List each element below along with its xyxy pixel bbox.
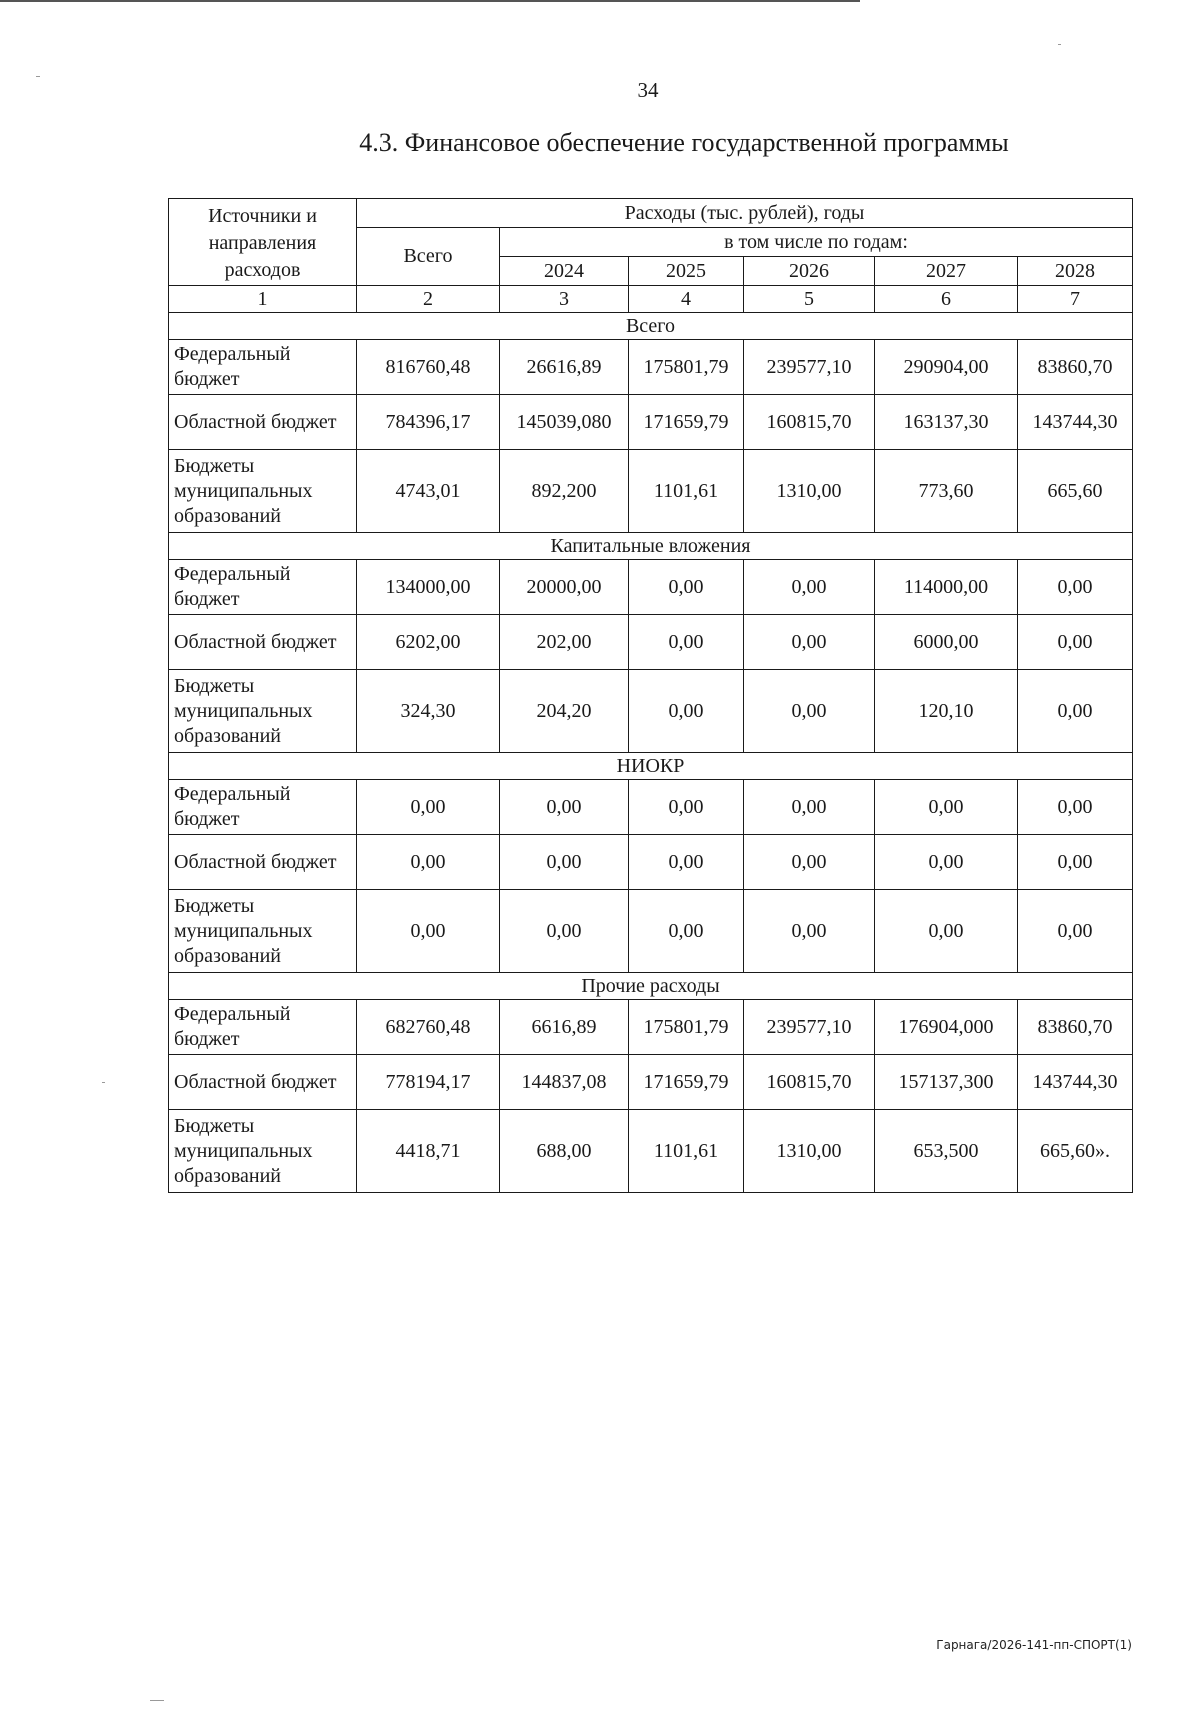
row-value: 290904,00 [875,340,1018,395]
section-title: Капитальные вложения [169,533,1133,560]
row-value: 6000,00 [875,615,1018,670]
row-source: Федеральный бюджет [169,1000,357,1055]
row-value: 0,00 [629,560,744,615]
row-value: 120,10 [875,670,1018,753]
row-value: 114000,00 [875,560,1018,615]
page-number: 34 [637,78,659,102]
table-row [169,395,1133,450]
header-year: 2027 [875,257,1018,286]
row-value: 0,00 [629,615,744,670]
row-value: 0,00 [629,835,744,890]
table-row [169,1055,1133,1110]
row-value: 1101,61 [629,450,744,533]
row-value: 239577,10 [744,1000,875,1055]
row-value: 4418,71 [357,1110,500,1193]
row-value: 6202,00 [357,615,500,670]
row-value: 0,00 [629,780,744,835]
row-source: Федеральный бюджет [169,340,357,395]
row-value: 202,00 [500,615,629,670]
row-value: 816760,48 [357,340,500,395]
row-value: 1310,00 [744,450,875,533]
table-row [169,780,1133,835]
row-value: 0,00 [744,890,875,973]
row-value: 0,00 [1018,835,1133,890]
row-value: 83860,70 [1018,1000,1133,1055]
row-value: 665,60». [1018,1110,1133,1193]
row-value: 0,00 [1018,560,1133,615]
row-value: 204,20 [500,670,629,753]
row-value: 0,00 [629,890,744,973]
row-value: 20000,00 [500,560,629,615]
section-title: Всего [169,313,1133,340]
row-value: 4743,01 [357,450,500,533]
table-row [169,1000,1133,1055]
row-value: 0,00 [357,890,500,973]
row-value: 175801,79 [629,340,744,395]
table-row [169,1110,1133,1193]
row-value: 324,30 [357,670,500,753]
scan-speck [150,1700,164,1701]
row-source: Бюджеты муниципальных образований [169,1110,357,1193]
row-value: 0,00 [1018,890,1133,973]
row-value: 0,00 [1018,780,1133,835]
row-value: 688,00 [500,1110,629,1193]
header-year: 2026 [744,257,875,286]
table-row [169,670,1133,753]
row-value: 143744,30 [1018,1055,1133,1110]
column-number: 1 [169,286,357,313]
row-value: 0,00 [744,780,875,835]
row-value: 157137,300 [875,1055,1018,1110]
row-value: 665,60 [1018,450,1133,533]
scan-speck [102,1082,105,1083]
row-source: Федеральный бюджет [169,780,357,835]
row-value: 0,00 [875,835,1018,890]
row-value: 784396,17 [357,395,500,450]
scan-speck [1058,44,1061,45]
scan-speck [36,76,40,77]
row-value: 1310,00 [744,1110,875,1193]
table-row [169,340,1133,395]
header-total: Всего [357,228,500,286]
row-source: Бюджеты муниципальных образований [169,670,357,753]
row-value: 144837,08 [500,1055,629,1110]
row-source: Бюджеты муниципальных образований [169,890,357,973]
row-value: 171659,79 [629,1055,744,1110]
row-value: 0,00 [500,835,629,890]
table-row [169,615,1133,670]
row-value: 773,60 [875,450,1018,533]
table-row [169,890,1133,973]
header-year: 2028 [1018,257,1133,286]
page-title: 4.3. Финансовое обеспечение государственной программы [359,128,1009,157]
row-value: 0,00 [500,780,629,835]
header-year: 2024 [500,257,629,286]
row-value: 160815,70 [744,1055,875,1110]
row-value: 0,00 [744,835,875,890]
row-value: 160815,70 [744,395,875,450]
row-value: 0,00 [875,780,1018,835]
table-row [169,450,1133,533]
row-value: 6616,89 [500,1000,629,1055]
row-value: 1101,61 [629,1110,744,1193]
header-expenses: Расходы (тыс. рублей), годы [357,199,1133,228]
row-value: 0,00 [500,890,629,973]
row-value: 145039,080 [500,395,629,450]
column-number: 2 [357,286,500,313]
header-sources: Источники и направления расходов [169,199,357,286]
document-code: Гарнага/2026-141-пп-СПОРТ(1) [936,1638,1132,1652]
financing-table [168,198,1133,1193]
row-value: 0,00 [875,890,1018,973]
row-value: 0,00 [744,615,875,670]
section-title: НИОКР [169,753,1133,780]
row-source: Областной бюджет [169,835,357,890]
row-value: 176904,000 [875,1000,1018,1055]
section-title: Прочие расходы [169,973,1133,1000]
row-source: Областной бюджет [169,395,357,450]
column-number: 7 [1018,286,1133,313]
column-number: 4 [629,286,744,313]
table-row [169,560,1133,615]
row-source: Областной бюджет [169,615,357,670]
row-value: 0,00 [629,670,744,753]
column-number: 6 [875,286,1018,313]
row-value: 653,500 [875,1110,1018,1193]
row-value: 239577,10 [744,340,875,395]
column-number: 3 [500,286,629,313]
row-value: 0,00 [744,670,875,753]
row-source: Бюджеты муниципальных образований [169,450,357,533]
row-value: 175801,79 [629,1000,744,1055]
row-source: Областной бюджет [169,1055,357,1110]
row-value: 0,00 [744,560,875,615]
row-value: 0,00 [1018,670,1133,753]
table-row [169,835,1133,890]
row-value: 0,00 [1018,615,1133,670]
row-value: 892,200 [500,450,629,533]
row-value: 682760,48 [357,1000,500,1055]
scan-edge-line [0,0,860,2]
row-value: 26616,89 [500,340,629,395]
row-value: 778194,17 [357,1055,500,1110]
row-value: 171659,79 [629,395,744,450]
row-value: 0,00 [357,835,500,890]
column-number: 5 [744,286,875,313]
row-value: 163137,30 [875,395,1018,450]
row-value: 143744,30 [1018,395,1133,450]
row-value: 134000,00 [357,560,500,615]
header-year: 2025 [629,257,744,286]
row-value: 83860,70 [1018,340,1133,395]
row-value: 0,00 [357,780,500,835]
row-source: Федеральный бюджет [169,560,357,615]
header-by-years: в том числе по годам: [500,228,1133,257]
